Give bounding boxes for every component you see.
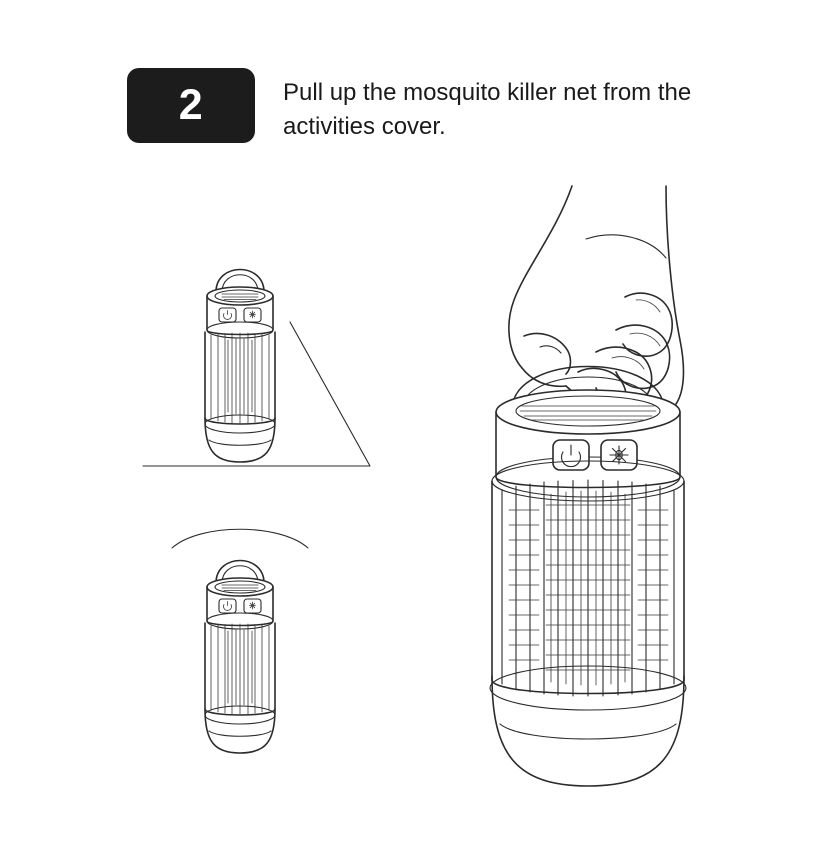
step-number: 2 xyxy=(178,81,204,129)
mosquito-icon-large xyxy=(610,446,628,464)
figure-lamp-closed-small xyxy=(205,270,275,463)
solar-panel-stripes xyxy=(520,406,656,420)
grill-mesh-b xyxy=(228,630,252,705)
grill-bars-a xyxy=(211,333,269,423)
power-icon-small-a xyxy=(223,311,231,320)
grill-bars-large xyxy=(502,480,674,696)
mosquito-button-large xyxy=(601,440,637,470)
mosquito-icon-small-a xyxy=(250,311,256,318)
step-number-badge xyxy=(127,68,255,143)
grill-mesh-large xyxy=(509,491,668,685)
figure-lamp-net-pulled-small xyxy=(172,529,308,753)
power-button-large xyxy=(553,440,589,470)
grill-mesh-a xyxy=(228,339,252,414)
power-icon-small-b xyxy=(224,602,232,611)
power-icon-large xyxy=(562,445,581,467)
mosquito-icon-small-b xyxy=(250,602,256,609)
figure-lamp-hand-large xyxy=(490,186,686,786)
guide-line-diagonal xyxy=(143,322,370,466)
grill-bars-b xyxy=(211,624,269,714)
step-instruction-text: Pull up the mosquito killer net from the activities cover. xyxy=(283,79,692,141)
hand-illustration xyxy=(509,186,684,412)
